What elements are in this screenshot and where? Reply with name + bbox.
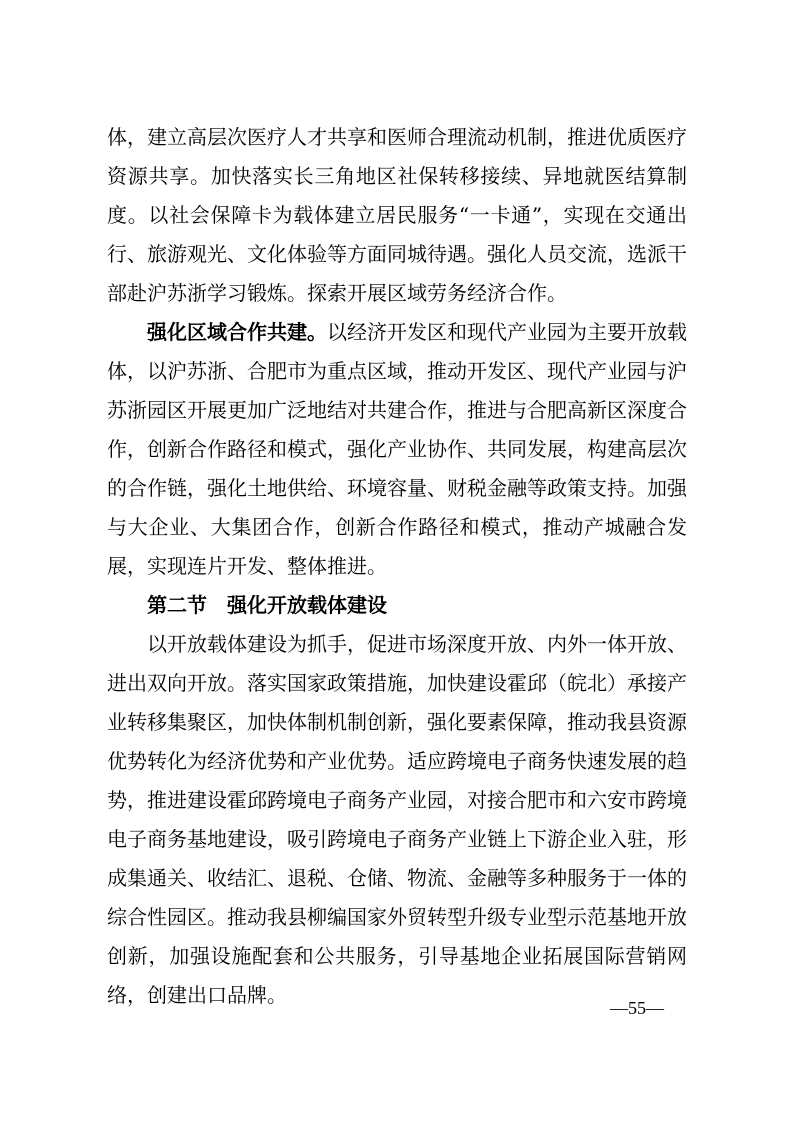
paragraph-lead-heading: 强化区域合作共建。 <box>147 320 327 344</box>
section-heading: 第二节 强化开放载体建设 <box>147 593 387 617</box>
paragraph-continuation: 体，建立高层次医疗人才共享和医师合理流动机制，推进优质医疗资源共享。加快落实长三角地区社保转移接续、异地就医结算制度。以社会保障卡为载体建立居民服务“一卡通”，实现在交通出行、旅游观光、文化体验等方面同城待遇。强化人员交流，选派干部赴沪苏浙学习锻炼。探索开展区域劳务经济合作。 <box>107 125 687 305</box>
paragraph-regional-cooperation <box>107 313 687 586</box>
page-number: —55— <box>610 998 664 1018</box>
body-text <box>107 118 687 1015</box>
paragraph-open-carrier: 以开放载体建设为抓手，促进市场深度开放、内外一体开放、进出双向开放。落实国家政策措施，加快建设霍邱（皖北）承接产业转移集聚区，加快体制机制创新，强化要素保障，推动我县资源优势转化为经济优势和产业优势。适应跨境电子商务快速发展的趋势，推进建设霍邱跨境电子商务产业园，对接合肥市和六安市跨境电子商务基地建设，吸引跨境电子商务产业链上下游企业入驻，形成集通关、收结汇、退税、仓储、物流、金融等多种服务于一体的综合性园区。推动我县柳编国家外贸转型升级专业型示范基地开放创新，加强设施配套和公共服务，引导基地企业拓展国际营销网络，创建出口品牌。 <box>107 632 687 1007</box>
paragraph-body: 以经济开发区和现代产业园为主要开放载体，以沪苏浙、合肥市为重点区域，推动开发区、现代产业园与沪苏浙园区开展更加广泛地结对共建合作，推进与合肥高新区深度合作，创新合作路径和模式，强化产业协作、共同发展，构建高层次的合作链，强化土地供给、环境容量、财税金融等政策支持。加强与大企业、大集团合作，创新合作路径和模式，推动产城融合发展，实现连片开发、整体推进。 <box>107 320 687 578</box>
